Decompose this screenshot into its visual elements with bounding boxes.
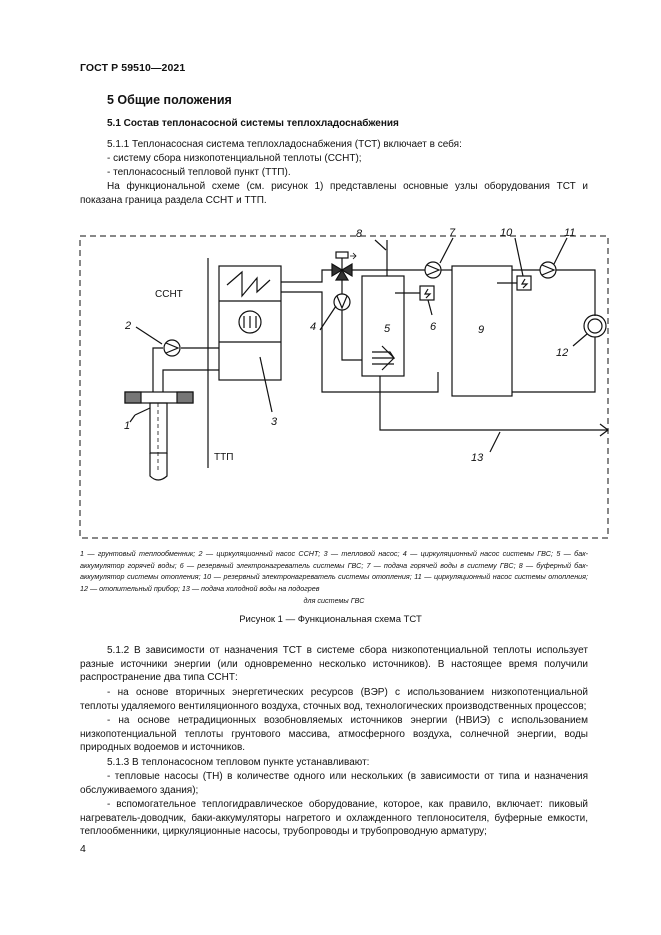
paragraph-5-1-3: 5.1.3 В теплонасосном тепловом пункте устанавливают: (107, 757, 370, 768)
cold-water-line-13 (380, 376, 608, 430)
paragraph-5-1-3-b: - вспомогательное теплогидравлическое оборудование, которое, как правило, включает: пиковый нагреватель-доводчик, баки-аккумуляторы нагретого и охлажденного теплоносителя, буферные емкости, теплообменники, циркуляционные насосы, трубопроводы и трубопроводную арматуру; (80, 799, 588, 838)
heat-exchanger-coil (227, 272, 270, 296)
section-title: 5 Общие положения (107, 93, 232, 107)
intro-paragraph-1: 5.1.1 Теплонасосная система теплохладоснабжения (ТСТ) включает в себя: (107, 139, 462, 150)
label-2: 2 (125, 320, 132, 332)
subsection-title: 5.1 Состав теплонасосной системы теплохладоснабжения (107, 118, 399, 129)
intro-item-1: - систему сбора низкопотенциальной теплоты (ССНТ); (107, 153, 362, 164)
dhw-tank-5 (362, 276, 404, 376)
label-13: 13 (471, 452, 484, 464)
paragraph-5-1-3-a: - тепловые насосы (ТН) в количестве одного или нескольких (в зависимости от типа и назначения обслуживаемого здания); (80, 771, 588, 796)
page-number: 4 (80, 843, 86, 855)
paragraph-5-1-2-a: - на основе вторичных энергетических ресурсов (ВЭР) с использованием низкопотенциальной теплоты удаляемого вентиляционного воздуха, сточных вод, технологических производственных процессов; (80, 687, 588, 712)
paragraph-5-1-2: 5.1.2 В зависимости от назначения ТСТ в системе сбора низкопотенциальной теплоты использует разные источники энергии (или одновременно несколько источников). В настоящее время получили распространение два типа ССНТ: (80, 645, 588, 684)
label-7: 7 (449, 227, 456, 239)
label-6: 6 (430, 321, 437, 333)
label-3: 3 (271, 416, 278, 428)
label-5: 5 (384, 323, 391, 335)
intro-item-2: - теплонасосный тепловой пункт (ТТП). (107, 167, 291, 178)
label-9: 9 (478, 324, 485, 336)
document-header: ГОСТ Р 59510—2021 (80, 62, 186, 74)
label-8: 8 (356, 228, 363, 240)
zone-label-ssnt: ССНТ (155, 289, 183, 300)
heater-10 (517, 276, 531, 290)
label-10: 10 (500, 227, 513, 239)
label-4: 4 (310, 321, 317, 333)
label-11: 11 (564, 227, 576, 239)
ground-probe (150, 403, 167, 453)
heater-6 (420, 286, 434, 300)
boundary-dashed-frame (80, 236, 608, 538)
intro-paragraph-2: На функциональной схеме (см. рисунок 1) представлены основные узлы оборудования ТСТ и показана граница раздела ССНТ и ТТП. (80, 181, 588, 206)
figure-legend (80, 548, 588, 607)
radiator-12 (584, 315, 606, 337)
label-12: 12 (556, 347, 569, 359)
paragraph-5-1-2-b: - на основе нетрадиционных возобновляемых источников энергии (НВИЭ) с использованием низкопотенциальной теплоты грунтового массива, атмосферного воздуха, солнечной энергии, воды природных водоемов и источников. (80, 715, 588, 754)
figure-caption: Рисунок 1 — Функциональная схема ТСТ (239, 614, 422, 625)
figure-legend-tail: для системы ГВС (303, 595, 365, 605)
zone-label-ttp: ТТП (214, 452, 234, 463)
figure-legend-text: 1 — грунтовый теплообменник; 2 — циркуляционный насос ССНТ; 3 — тепловой насос; 4 — циркуляционный насос системы ГВС; 5 — бак-аккумулятор горячей воды; 6 — резервный электронагреватель системы ГВС; 7 — подача горячей воды в систему ГВС; 8 — буферный бак-аккумулятор системы отопления; 10 — резервный электронагреватель системы отопления; 11 — циркуляционный насос системы отопления; 12 — отопительный прибор; 13 — подача холодной воды на подогрев (80, 549, 588, 594)
label-1: 1 (124, 420, 131, 432)
